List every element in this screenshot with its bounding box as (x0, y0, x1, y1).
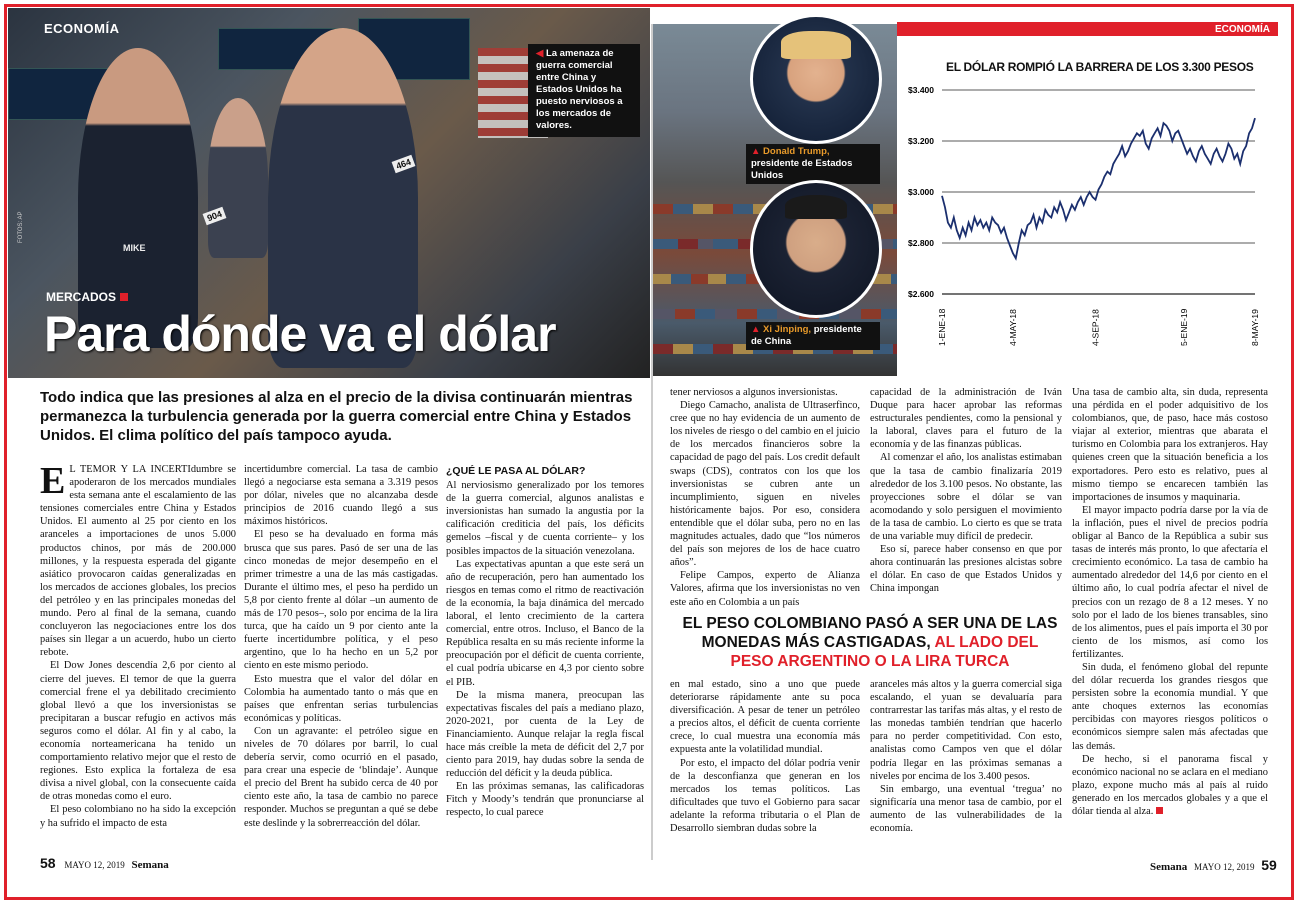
kicker: MERCADOS (46, 290, 128, 304)
page-number: 58 (40, 855, 56, 871)
article-column-6 (1072, 386, 1268, 818)
deck: Todo indica que las presiones al alza en el precio de la divisa continuarán mientras permanezca la turbulencia generada por la guerra comercial entre China y Estados Unidos. El clima político del país tampoco ayuda. (40, 389, 633, 444)
paragraph: El peso colombiano no ha sido la excepción y ha sufrido el impacto de esta (40, 804, 236, 829)
paragraph: Sin embargo, una eventual ‘tregua’ no significaría una menor tasa de cambio, por el aumento de las vulnerabilidades de la economía. (870, 783, 1062, 835)
footer-date: MAYO 12, 2019 (64, 860, 125, 870)
article-column-3 (446, 463, 644, 820)
paragraph: Felipe Campos, experto de Alianza Valores, afirma que los inversionistas no ven este año en Colombia a un país (670, 570, 860, 608)
paragraph: Sin duda, el fenómeno global del repunte del dólar recuerda los grandes riesgos que persisten sobre la economía mundial. Y que ante choques externos las economías percibidas con mayores riesgos políticos o económicos siempre salen más afectadas que las demás. (1072, 661, 1268, 752)
y-tick-label: $3.400 (908, 85, 934, 95)
x-tick-label: 5-ENE-19 (1179, 308, 1190, 346)
photo-credit: FOTOS: AP (18, 211, 24, 243)
trump-portrait (750, 14, 882, 144)
paragraph: aranceles más altos y la guerra comercial siga escalando, el yuan se devaluaría para contrarrestar las tarifas más altas, y el resto de las monedas también tendrían que hacerlo para no perder competitividad. Con esto, analistas como Campos ven que el dólar podría llegar en las próximas semanas a niveles por encima de los 3.400 pesos. (870, 679, 1062, 782)
article-column-5 (870, 386, 1062, 596)
headline: Para dónde va el dólar (44, 306, 556, 362)
x-tick-label: 1-ENE-18 (937, 308, 947, 346)
footer-magazine: Semana (1150, 861, 1188, 873)
trader-badge: MIKE (123, 243, 146, 253)
section-label: ECONOMÍA (44, 21, 120, 36)
dropcap: E (40, 460, 66, 502)
paragraph: En las próximas semanas, las calificadoras Fitch y Moody’s tendrán que pronunciarse al respecto, lo cual parece (446, 781, 644, 819)
xi-caption: ▲ Xi Jinping, presidente de China (746, 322, 880, 350)
exchange-rate-chart (900, 78, 1270, 378)
footer-magazine: Semana (131, 859, 169, 871)
paragraph: incertidumbre comercial. La tasa de cambio llegó a negociarse esta semana a 3.319 pesos por dólar, niveles que no alcanzaba desde principios de 2016 cuando llegó a sus máximos históricos. (244, 464, 438, 528)
paragraph: Esto muestra que el valor del dólar en Colombia ha aumentado tanto o más que en países que enfrentan serias turbulencias económicas y políticas. (244, 673, 438, 724)
xi-portrait (750, 180, 882, 318)
paragraph: en mal estado, sino a uno que puede deteriorarse rápidamente ante su poca diversificación. A pesar de tener un petróleo a precios altos, el déficit de cuenta corriente crece, lo cual muestra una economía más expuesta ante la volatilidad mundial. (670, 679, 860, 756)
y-tick-label: $2.600 (908, 289, 934, 299)
paragraph: Una tasa de cambio alta, sin duda, representa una pérdida en el poder adquisitivo de los colombianos, que, de paso, hace más costoso viajar al exterior, mientras que abarata el turismo en Colombia para los extranjeros. Hay quienes creen que la situación beneficia a los exportadores. Pero esto es relativo, pues al mismo tiempo se encarecen también las importaciones de insumos y maquinaria. (1072, 387, 1268, 503)
x-tick-label: 4-SEP-18 (1090, 309, 1101, 346)
paragraph: El Dow Jones descendía 2,6 por ciento al cierre del jueves. El temor de que la guerra comercial frene el ya debilitado crecimiento global llevó a que los inversionistas se precipitaran a buscar refugio en activos más seguros como el dólar. Al fin y al cabo, la economía norteamericana ha tenido un comportamiento relativo mejor que el resto de regiones. Esto explica la fortaleza de esa divisa a nivel global, con la consecuente caída de otras monedas como el euro. (40, 660, 236, 803)
paragraph: Por esto, el impacto del dólar podría venir de la desconfianza que generan en los mercados los temas políticos. Las dificultades que tuvo el Gobierno para sacar adelante la reforma tributaria o el Plan de Desarrollo siembran dudas sobre la (670, 757, 860, 835)
x-tick-label: 4-MAY-18 (1007, 309, 1018, 346)
article-column-4b (670, 678, 860, 835)
paragraph: tener nerviosos a algunos inversionistas. (670, 387, 838, 398)
paragraph: Las expectativas apuntan a que este será un año de recuperación, pero han aumentado los riesgos en temas como el ritmo de reactivación de la economía, la baja dinámica del mercado laboral, el lento crecimiento de la cartera comercial, entre otros. Incluso, el Banco de la República resalta en su más reciente informe la preocupación por el déficit de cuenta corriente, el cual podría ubicarse en 4,3 por ciento sobre el PIB. (446, 558, 644, 688)
paragraph: Eso sí, parece haber consenso en que por ahora continuarán las presiones alcistas sobre el dólar. En caso de que Estados Unidos y China impongan (870, 544, 1062, 595)
paragraph: El mayor impacto podría darse por la vía de la inflación, pues el nivel de precios podría obligar al Banco de la República a subir sus tasas de interés más pronto, lo que afectaría el crecimiento económico. La tasa de cambio ha aumentado alrededor del 14,6 por ciento en el último año, lo cual podría afectar el nivel de precios con un rezago de 8 a 12 meses. Y no solo por el lado de los bienes transables, sino de los alimentos, pues el país importa el 30 por ciento de los mismos, así como los fertilizantes. (1072, 504, 1268, 660)
article-column-1 (40, 460, 236, 830)
left-footer (40, 855, 169, 871)
paragraph: Diego Camacho, analista de Ultraserfinco, cree que no hay evidencia de un aumento de los niveles de riesgo o del cambio en el juicio de los mercados financieros sobre la capacidad de pago del país. Los credit default swaps (CDS), contratos con los que los inversionistas se cubren ante un incumplimiento, siguen en niveles históricamente bajos. Por eso, considera entendible que el dólar suba, pero no en las magnitudes actuales, dado que “los números del país son mejores de los de hace cuatro años”. (670, 400, 860, 569)
chart-title: EL DÓLAR ROMPIÓ LA BARRERA DE LOS 3.300 PESOS (946, 60, 1254, 74)
subhead: ¿QUÉ LE PASA AL DÓLAR? (446, 465, 586, 477)
y-tick-label: $3.200 (908, 136, 934, 146)
section-label: ECONOMÍA (897, 22, 1278, 36)
trader-badge: 904 (203, 207, 227, 225)
article-column-5b (870, 678, 1062, 835)
paragraph: De la misma manera, preocupan las expectativas fiscales del país a mediano plazo, 2020-2021, por cuenta de la Ley de Financiamiento. Aunque relajar la regla fiscal hace más creíble la meta de déficit del 2,7 por ciento para 2019, hay dudas sobre la senda de reducción del déficit y la deuda pública. (446, 689, 644, 780)
paragraph: De hecho, si el panorama fiscal y económico nacional no se aclara en el mediano plazo, expone mucho más al país al ruido generado en los mercados globales y a que el dólar tienda al alza. (1072, 753, 1268, 817)
right-footer (1150, 857, 1277, 873)
paragraph: El peso se ha devaluado en forma más brusca que sus pares. Pasó de ser una de las cinco monedas de mejor desempeño en el primer trimestre a una de las más castigadas. Durante el último mes, el peso ha perdido un 5,8 por ciento frente al dólar –un aumento de más de 170 pesos–, solo por encima de la lira turca, que ha caído un 9 por ciento ante la fuerte incertidumbre política, y el peso argentino, que lo ha hecho en un 5,2 por ciento en este mismo periodo. (244, 529, 438, 672)
photo-caption: ◀ La amenaza de guerra comercial entre China y Estados Unidos ha puesto nerviosos a los mercados de valores. (528, 44, 640, 137)
trump-caption: ▲ Donald Trump, presidente de Estados Unidos (746, 144, 880, 184)
page-number: 59 (1261, 857, 1277, 873)
paragraph: L TEMOR Y LA INCERTIdumbre se apoderaron de los mercados mundiales esta semana ante el escalamiento de las tensiones comerciales entre China y Estados Unidos. El aumento al 25 por ciento en los aranceles a importaciones de unos 5.000 productos chinos, por más de 200.000 millones, y la respuesta esperada del gigante asiático provocaron caídas generalizadas en los mercados de acciones globales, los precios del petróleo y en las principales monedas del mundo. Pero al final de la semana, cuando concluyeron las negociaciones entre los dos países sin llegar a un acuerdo, hubo un cierto rebote. (40, 464, 236, 659)
article-column-4 (670, 386, 860, 609)
x-tick-label: 8-MAY-19 (1250, 309, 1260, 346)
series-line (942, 118, 1255, 258)
footer-date: MAYO 12, 2019 (1194, 862, 1255, 872)
paragraph: Al comenzar el año, los analistas estimaban que la tasa de cambio finalizaría 2019 alrededor de los 3.100 pesos. No obstante, las proyecciones sobre el dólar se van acomodando y solo persiguen el movimiento de la tasa de cambio. Lo cierto es que se trata de una variable muy difícil de predecir. (870, 452, 1062, 543)
y-tick-label: $3.000 (908, 187, 934, 197)
article-column-2 (244, 463, 438, 830)
y-tick-label: $2.800 (908, 238, 934, 248)
trader-badge: 464 (392, 155, 416, 173)
paragraph: capacidad de la administración de Iván Duque para hacer aprobar las reformas estructurales pendientes, como la pensional y la laboral, claves para el futuro de la economía y de las finanzas públicas. (870, 387, 1062, 451)
pull-quote: EL PESO COLOMBIANO PASÓ A SER UNA DE LAS MONEDAS MÁS CASTIGADAS, AL LADO DEL PESO ARGENTINO O LA LIRA TURCA (682, 615, 1058, 670)
paragraph: Al nerviosismo generalizado por los temores de la guerra comercial, algunos analistas e inversionistas han sumado la angustia por la calificación crediticia del país, los déficits gemelos –fiscal y de cuenta corriente– y los posibles impactos de la situación venezolana. (446, 480, 644, 557)
paragraph: Con un agravante: el petróleo sigue en niveles de 70 dólares por barril, lo cual debería servir, como ocurrió en el pasado, para crear una especie de ‘blindaje’. Aunque el precio del Brent ha subido cerca de 40 por ciento este año, la tasa de cambio no parece responder. Muchos se preguntan a qué se debe este deslinde y la sobrerreacción del dólar. (244, 725, 438, 829)
